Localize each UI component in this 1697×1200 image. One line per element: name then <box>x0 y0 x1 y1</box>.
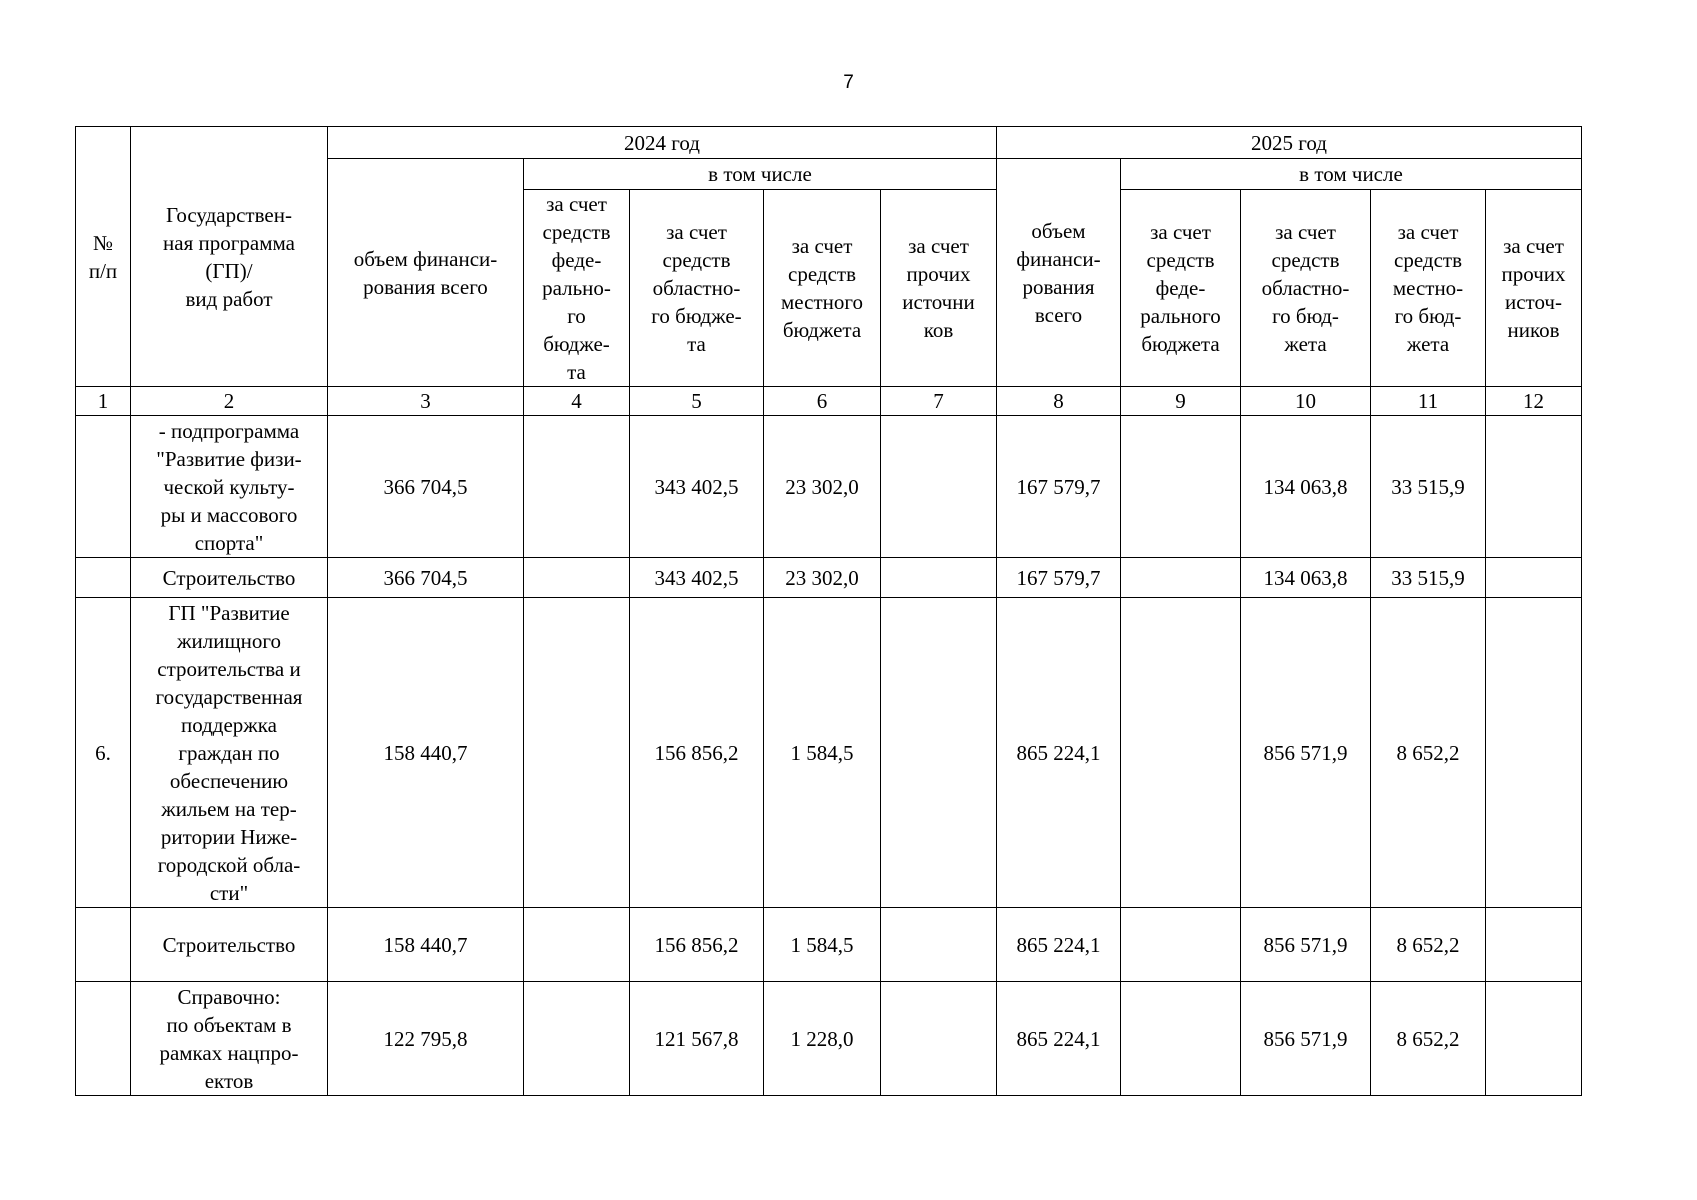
cell-2024-local: 1 584,5 <box>764 598 881 908</box>
header-program: Государствен- ная программа (ГП)/ вид работ <box>131 127 328 387</box>
row-number <box>76 982 131 1096</box>
header-including-2024: в том числе <box>524 159 997 190</box>
cell-2024-regional: 156 856,2 <box>630 598 764 908</box>
cell-2024-local: 23 302,0 <box>764 416 881 558</box>
cell-2024-total: 366 704,5 <box>328 558 524 598</box>
cell-2025-regional: 856 571,9 <box>1241 598 1371 908</box>
header-other-2025: за счет прочих источ- ников <box>1486 190 1582 387</box>
cell-2024-other <box>881 598 997 908</box>
cell-2024-federal <box>524 598 630 908</box>
row-name: - подпрограмма "Развитие физи- ческой культу- ры и массового спорта" <box>131 416 328 558</box>
header-other-2024: за счет прочих источни ков <box>881 190 997 387</box>
table-row <box>76 558 1582 598</box>
cell-2025-federal <box>1121 558 1241 598</box>
cell-2025-local: 8 652,2 <box>1371 982 1486 1096</box>
cell-2025-total: 167 579,7 <box>997 558 1121 598</box>
cell-2024-other <box>881 558 997 598</box>
header-total-2024: объем финанси- рования всего <box>328 159 524 387</box>
row-number <box>76 558 131 598</box>
cell-2025-other <box>1486 598 1582 908</box>
cell-2025-total: 865 224,1 <box>997 598 1121 908</box>
header-total-2025: объем финанси- рования всего <box>997 159 1121 387</box>
cell-2024-federal <box>524 416 630 558</box>
financing-table <box>75 126 1582 1096</box>
header-year-2024: 2024 год <box>328 127 997 159</box>
header-local-2025: за счет средств местно- го бюд- жета <box>1371 190 1486 387</box>
cell-2025-total: 865 224,1 <box>997 908 1121 982</box>
cell-2025-other <box>1486 982 1582 1096</box>
row-name: Справочно: по объектам в рамках нацпро- ектов <box>131 982 328 1096</box>
table-row <box>76 416 1582 558</box>
column-number: 5 <box>630 387 764 416</box>
table-row <box>76 598 1582 908</box>
header-regional-2025: за счет средств областно- го бюд- жета <box>1241 190 1371 387</box>
header-row-number: № п/п <box>76 127 131 387</box>
header-federal-2025: за счет средств феде- рального бюджета <box>1121 190 1241 387</box>
cell-2025-federal <box>1121 416 1241 558</box>
cell-2025-local: 33 515,9 <box>1371 558 1486 598</box>
row-name: ГП "Развитие жилищного строительства и государственная поддержка граждан по обеспечению жильем на тер- ритории Ниже- городской обла- сти" <box>131 598 328 908</box>
cell-2024-regional: 121 567,8 <box>630 982 764 1096</box>
cell-2024-local: 1 584,5 <box>764 908 881 982</box>
cell-2024-other <box>881 908 997 982</box>
column-number: 1 <box>76 387 131 416</box>
column-number: 6 <box>764 387 881 416</box>
table-row <box>76 982 1582 1096</box>
row-name: Строительство <box>131 908 328 982</box>
cell-2024-total: 366 704,5 <box>328 416 524 558</box>
cell-2024-federal <box>524 982 630 1096</box>
cell-2025-local: 33 515,9 <box>1371 416 1486 558</box>
cell-2025-regional: 856 571,9 <box>1241 982 1371 1096</box>
cell-2025-federal <box>1121 908 1241 982</box>
table-row <box>76 908 1582 982</box>
column-number: 9 <box>1121 387 1241 416</box>
cell-2025-regional: 134 063,8 <box>1241 558 1371 598</box>
cell-2025-local: 8 652,2 <box>1371 908 1486 982</box>
cell-2025-federal <box>1121 598 1241 908</box>
header-regional-2024: за счет средств областно- го бюдже- та <box>630 190 764 387</box>
row-name: Строительство <box>131 558 328 598</box>
row-number <box>76 908 131 982</box>
cell-2024-other <box>881 416 997 558</box>
cell-2025-total: 167 579,7 <box>997 416 1121 558</box>
cell-2024-other <box>881 982 997 1096</box>
page-number: 7 <box>843 72 854 93</box>
cell-2024-total: 158 440,7 <box>328 598 524 908</box>
cell-2025-other <box>1486 416 1582 558</box>
cell-2025-total: 865 224,1 <box>997 982 1121 1096</box>
column-number: 8 <box>997 387 1121 416</box>
cell-2024-local: 23 302,0 <box>764 558 881 598</box>
column-number: 4 <box>524 387 630 416</box>
cell-2024-regional: 156 856,2 <box>630 908 764 982</box>
cell-2025-other <box>1486 908 1582 982</box>
cell-2025-federal <box>1121 982 1241 1096</box>
cell-2025-regional: 134 063,8 <box>1241 416 1371 558</box>
cell-2024-regional: 343 402,5 <box>630 558 764 598</box>
cell-2024-federal <box>524 558 630 598</box>
row-number <box>76 416 131 558</box>
cell-2025-local: 8 652,2 <box>1371 598 1486 908</box>
cell-2025-regional: 856 571,9 <box>1241 908 1371 982</box>
cell-2024-local: 1 228,0 <box>764 982 881 1096</box>
cell-2025-other <box>1486 558 1582 598</box>
header-federal-2024: за счет средств феде- рально- го бюдже- та <box>524 190 630 387</box>
column-number: 7 <box>881 387 997 416</box>
column-number-row <box>76 387 1582 416</box>
column-number: 11 <box>1371 387 1486 416</box>
column-number: 10 <box>1241 387 1371 416</box>
header-year-2025: 2025 год <box>997 127 1582 159</box>
cell-2024-total: 122 795,8 <box>328 982 524 1096</box>
header-local-2024: за счет средств местного бюджета <box>764 190 881 387</box>
cell-2024-total: 158 440,7 <box>328 908 524 982</box>
header-including-2025: в том числе <box>1121 159 1582 190</box>
column-number: 12 <box>1486 387 1582 416</box>
column-number: 3 <box>328 387 524 416</box>
cell-2024-federal <box>524 908 630 982</box>
row-number: 6. <box>76 598 131 908</box>
cell-2024-regional: 343 402,5 <box>630 416 764 558</box>
column-number: 2 <box>131 387 328 416</box>
